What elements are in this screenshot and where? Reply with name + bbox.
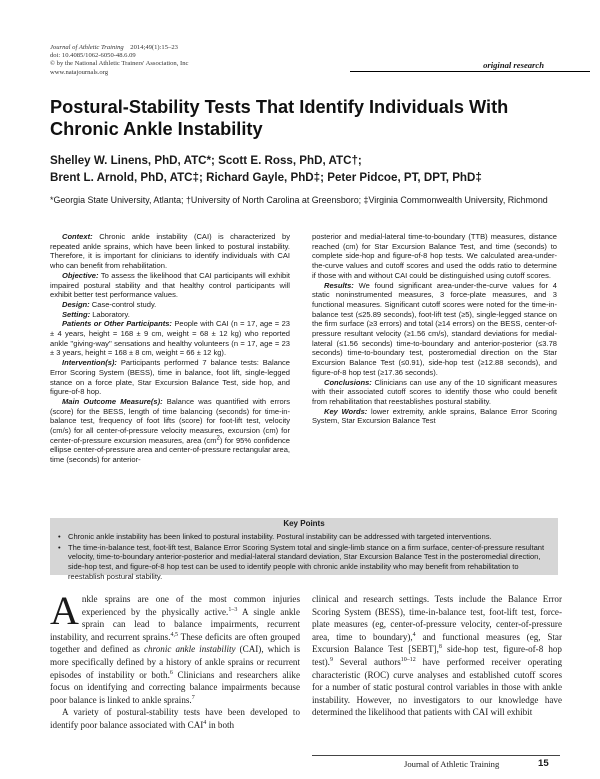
results-text: We found significant area-under-the-curve values for 4 static noninstrumented measures, 3 force-plate measures, and 3 functional measures. Significant cutoff scores were noted for the time-in-balance test (≤25.89 seconds), foot-lift test (≥5), single-legged stance on the firm surface (≥3 errors) and total (≥14 errors) on the BESS, center-of-pressure resultant velocity (≥1.56 cm/s), standard deviations for medial-lateral (≤1.56 seconds) time-to-boundary and anterior-posterior (≤3.78 seconds) time-to-boundary test, posteromedial direction on the Star Excursion Balance Test (≤0.91), side-hop test (≥12.88 seconds), and figure-of-8 hop test (≥17.36 seconds). (312, 280, 557, 377)
abstract-design (50, 300, 290, 310)
footer-journal-name: Journal of Athletic Training (404, 759, 500, 769)
body-paragraph (312, 593, 562, 719)
key-point-text: Chronic ankle instability has been linked to postural instability. Postural instability can be addressed with targeted interventions. (68, 532, 492, 541)
drop-cap: A (50, 588, 79, 633)
results-label: Results: (324, 280, 354, 290)
participants-text: People with CAI (n = 17, age = 23 ± 4 years, height = 168 ± 9 cm, weight = 68 ± 12 kg) who reported ankle ''giving-way'' sensations and healthy volunteers (n = 17, age = 23 ± 3 years, height = 168 ± 8 cm, weight = 66 ± 12 kg). (50, 319, 290, 358)
design-text: Case-control study. (91, 299, 157, 309)
abstract-keywords (312, 407, 557, 426)
body-paragraph (50, 706, 300, 731)
bullet-icon: • (58, 532, 61, 541)
body-text: (CAI), which is more specifically defined by a history of ankle sprains or recurrent episodes of instability or both. (50, 644, 300, 680)
setting-label: Setting: (62, 309, 91, 319)
reference[interactable]: 9 (329, 656, 333, 663)
body-paragraph (50, 588, 300, 706)
journal-url[interactable]: www.natajournals.org (50, 68, 109, 76)
body-text: in both (206, 719, 235, 730)
section-rule (350, 71, 590, 72)
body-text: have performed receiver operating characteristic (ROC) curve analyses and established cutoff scores for a number of static postural control variables in those with ankle instability. However, no investigators to our knowledge have determined the likelihood that patients with CAI will exhibit (312, 656, 562, 718)
key-point-item (58, 543, 553, 582)
setting-text: Laboratory. (92, 309, 130, 319)
doi: doi: 10.4085/1062-6050-48.6.09 (50, 52, 136, 60)
body-text: A variety of postural-stability tests have been developed to identify poor balance associated with CAI (50, 707, 300, 730)
body-text: Several authors (332, 656, 401, 667)
superscript: 2 (216, 435, 220, 442)
objective-text: To assess the likelihood that CAI participants will exhibit impaired postural stability and that healthy control participants will exhibit better test performance values. (50, 270, 290, 300)
journal-name: Journal of Athletic Training (50, 44, 124, 51)
key-points-box (50, 518, 558, 581)
page-number: 15 (538, 758, 549, 769)
reference[interactable]: 7 (191, 694, 195, 701)
key-point-text: The time-in-balance test, foot-lift test, Balance Error Scoring System total and single-limb stance on a firm surface, center-of-pressure resultant velocity, time-to-boundary anterior-posterior and medial-lateral standard deviation, Star Excursion Balance Test in the posteromedial direction, side-hop test, and figure-of-8 hop test can be used to identify people with chronic ankle instability who may benefit from rehabilitation to reestablish postural stability. (68, 542, 545, 581)
body-text: Clinicians and researchers alike focus on identifying and correcting balance impairments because poor balance is linked to ankle sprains. (50, 669, 300, 705)
section-tag: original research (483, 60, 544, 70)
design-label: Design: (62, 299, 90, 309)
author-line: Shelley W. Linens, PhD, ATC*; Scott E. Ross, PhD, ATC†; (50, 154, 362, 167)
interventions-text: Participants performed 7 balance tests: Balance Error Scoring System (BESS), time in balance, foot lift, single-legged stance on a force plate, Star Excursion Balance Test, side hop, and figure-of-8 hop. (50, 358, 290, 397)
body-text: These deficits are often grouped together and defined as (50, 631, 300, 655)
article-header (50, 44, 550, 84)
abstract-interventions (50, 358, 290, 397)
abstract-conclusions (312, 378, 557, 407)
outcome-text: ) for 95% confidence ellipse center-of-pressure area and center-of-pressure rectangular area, time (seconds) for anterior- (50, 435, 290, 465)
context-text: Chronic ankle instability (CAI) is characterized by repeated ankle sprains, which have been linked to postural instability. Therefore, it is important for clinicians to identify individuals with CAI who can benefit from rehabilitation. (50, 232, 290, 271)
reference[interactable]: 6 (169, 669, 173, 676)
outcome-label: Main Outcome Measure(s): (62, 396, 163, 406)
interventions-label: Intervention(s): (62, 358, 117, 368)
reference[interactable]: 4,5 (170, 631, 178, 638)
abstract-setting (50, 310, 290, 320)
volume-pages: 2014;49(1):15–23 (130, 44, 178, 51)
author-line: Brent L. Arnold, PhD, ATC‡; Richard Gayle, PhD‡; Peter Pidcoe, PT, DPT, PhD‡ (50, 171, 482, 184)
term: chronic ankle instability (143, 644, 236, 655)
keywords-text: lower extremity, ankle sprains, Balance Error Scoring System, Star Excursion Balance Test (312, 406, 557, 426)
article-title: Postural-Stability Tests That Identify Individuals With Chronic Ankle Instability (50, 97, 509, 139)
key-points-title: Key Points (283, 519, 325, 528)
body-text: and functional measures (eg, Star Excursion Balance Test [SEBT], (312, 631, 562, 655)
reference[interactable]: 1–3 (228, 606, 238, 613)
copyright: © by the National Athletic Trainers' Association, Inc (50, 60, 189, 68)
affiliations: *Georgia State University, Atlanta; †University of North Carolina at Greensboro; ‡Virginia Commonwealth University, Richmond (50, 195, 548, 205)
journal-citation (50, 44, 188, 52)
conclusions-label: Conclusions: (324, 377, 372, 387)
abstract-context (50, 232, 290, 271)
body-left-column (50, 588, 300, 732)
body-text: nkle sprains are one of the most common injuries experienced by the physically active. (81, 594, 300, 617)
outcome-text: Balance was quantified with errors (score) for the BESS, length of time balancing (seconds) for time-in-balance test, frequency of foot lifts (score) for foot-lift test, velocity (cm/s) for all center-of-pressure velocity measures, excursion (cm) for center-of-pressure excursion measures, area (cm (50, 396, 290, 445)
author-list (50, 152, 550, 186)
footer-rule (312, 755, 560, 756)
reference[interactable]: 4 (412, 631, 416, 638)
reference[interactable]: 4 (203, 719, 207, 726)
key-point-item (58, 532, 553, 542)
abstract-results (312, 281, 557, 378)
abstract-objective (50, 271, 290, 300)
citation-meta (50, 44, 188, 77)
body-text: clinical and research settings. Tests include the Balance Error Scoring System (BESS), time-in-balance test, foot-lift test, force-plate measures (eg, center-of-pressure velocity, center-of-pressure area, time to boundary), (312, 594, 562, 642)
keywords-label: Key Words: (324, 406, 368, 416)
abstract-participants (50, 319, 290, 358)
conclusions-text: Clinicians can use any of the 10 significant measures with their associated cutoff scores to identify those who could benefit from rehabilitation that reestablishes postural stability. (312, 377, 557, 406)
abstract-outcome (50, 397, 290, 465)
context-label: Context: (62, 232, 93, 241)
key-points-list (58, 532, 553, 583)
participants-label: Patients or Other Participants: (62, 319, 172, 329)
abstract-outcome-continued: posterior and medial-lateral time-to-boundary (TTB) measures, distance reached (cm) for Star Excursion Balance Test, and time (seconds) to complete side-hop and figure-of-8 hop tests. We calculated area-under-the-curve values and cutoff scores and used the odds ratio to determine if those with and without CAI could be distinguished using cutoff scores. (312, 232, 557, 280)
bullet-icon: • (58, 542, 61, 552)
reference[interactable]: 8 (438, 644, 442, 651)
abstract-left-column (50, 232, 290, 465)
objective-label: Objective: (62, 270, 99, 280)
body-text: A single ankle sprain can lead to balance impairments, recurrent instability, and recurrent sprains. (50, 606, 300, 642)
reference[interactable]: 10–12 (400, 656, 416, 663)
abstract-right-column (312, 232, 557, 426)
body-text: side-hop test, figure-of-8 hop test). (312, 644, 562, 667)
body-right-column (312, 593, 562, 719)
